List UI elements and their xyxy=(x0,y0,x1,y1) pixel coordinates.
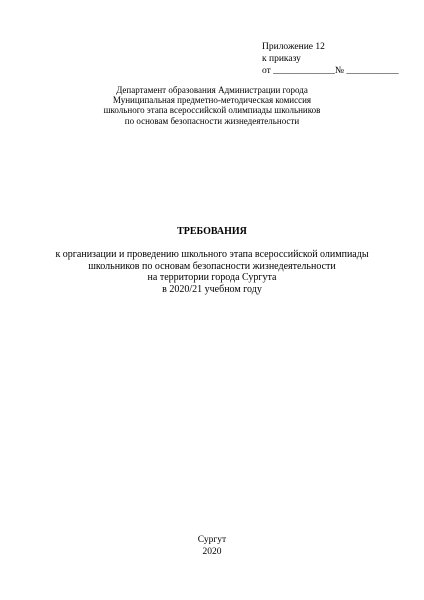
footer-year: 2020 xyxy=(202,546,222,557)
subtitle-line: школьников по основам безопасности жизнедеятельности xyxy=(88,260,336,272)
department-line: школьного этапа всероссийской олимпиады школьников xyxy=(103,105,321,116)
appendix-order-date-number: от _____________№ ___________ xyxy=(262,66,399,76)
department-line: Департамент образования Администрации города xyxy=(116,85,308,95)
department-header xyxy=(0,85,424,126)
appendix-block xyxy=(262,41,412,77)
subtitle-line: в 2020/21 учебном году xyxy=(162,283,262,295)
department-line: Муниципальная предметно-методическая комиссия xyxy=(112,95,312,106)
footer-city: Сургут xyxy=(197,535,227,545)
document-title: ТРЕБОВАНИЯ xyxy=(177,226,247,237)
document-subtitle xyxy=(0,249,424,295)
appendix-number: Приложение 12 xyxy=(262,42,325,52)
subtitle-line: на территории города Сургута xyxy=(147,272,277,284)
subtitle-line: к организации и проведению школьного этапа всероссийской олимпиады xyxy=(55,249,369,260)
department-line: по основам безопасности жизнедеятельности xyxy=(124,115,300,126)
document-footer xyxy=(0,535,424,558)
appendix-order-ref: к приказу xyxy=(262,54,301,64)
